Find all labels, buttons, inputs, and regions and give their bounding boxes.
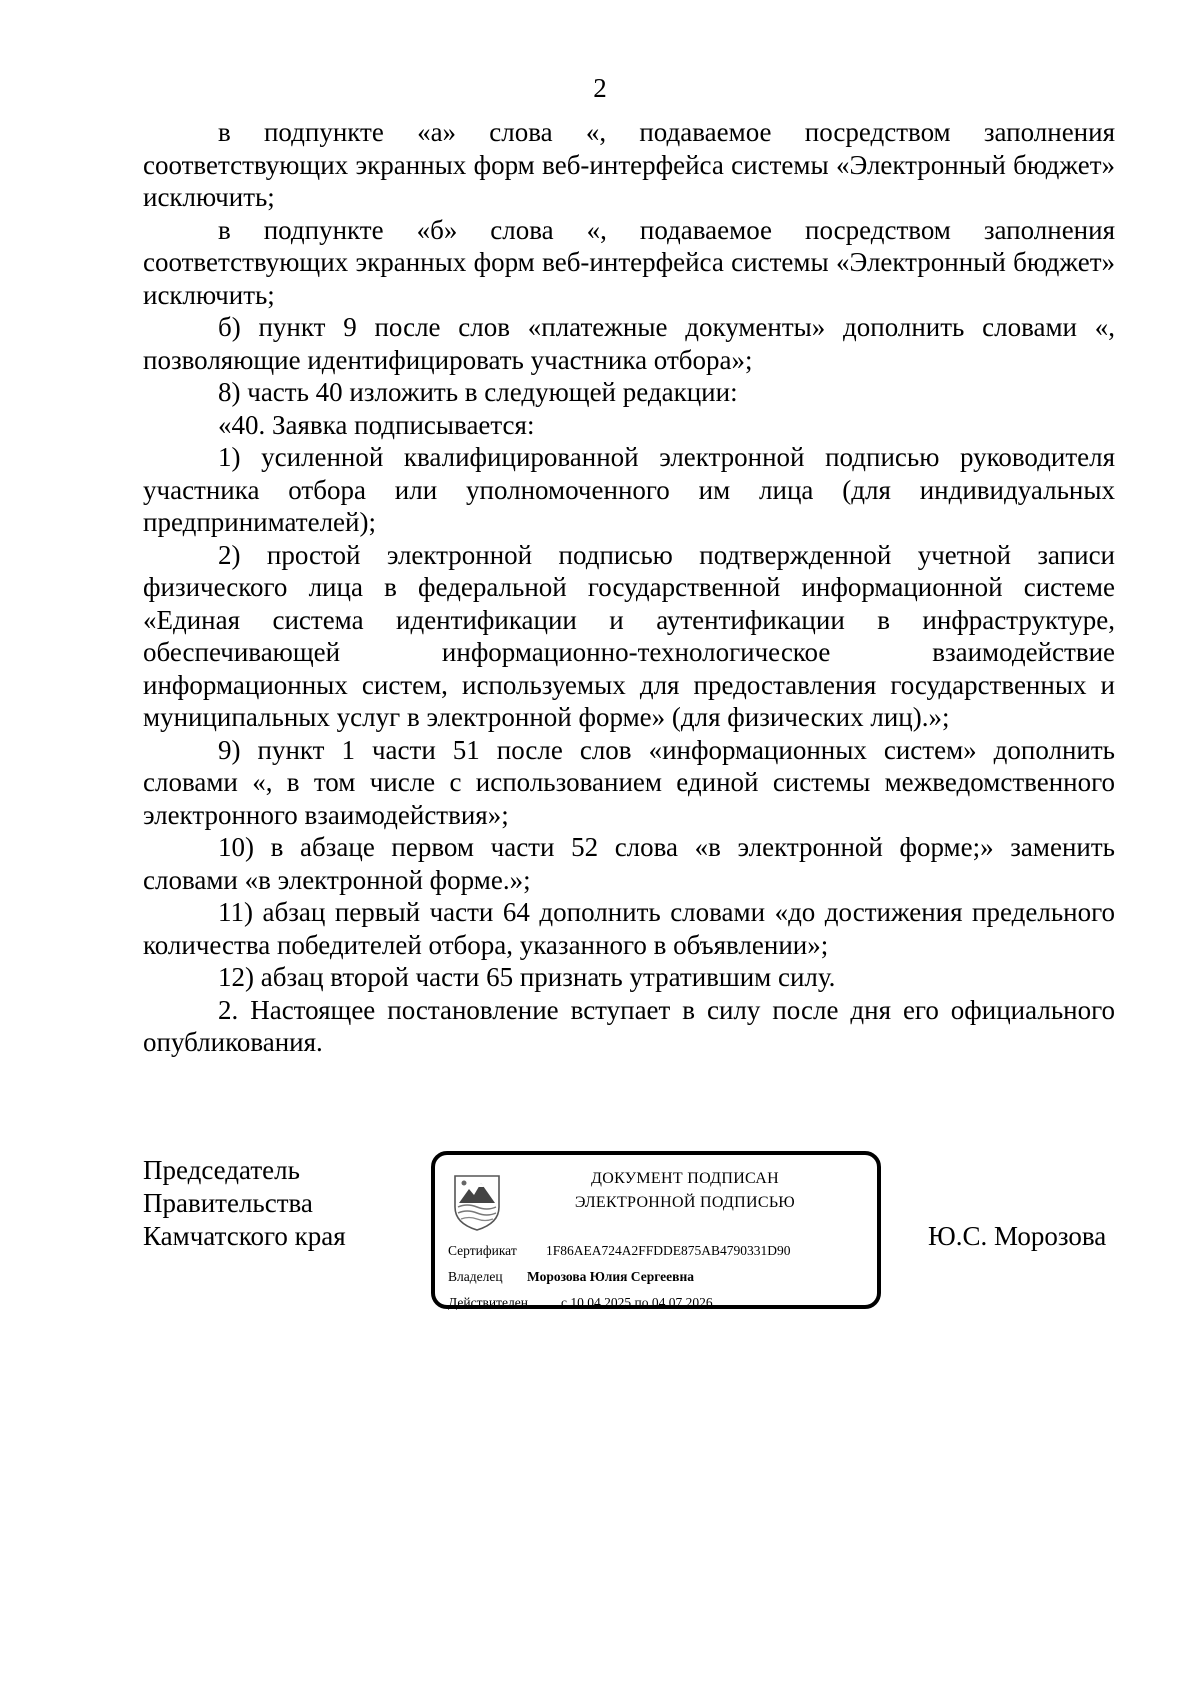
certificate-label: Сертификат — [448, 1243, 517, 1258]
stamp-validity-row — [448, 1295, 713, 1311]
paragraph: 2) простой электронной подписью подтвержденной учетной записи физического лица в федеральной государственной информационной системе «Единая система идентификации и аутентификации в инфраструктуре, обеспечивающей информационно-технологическое взаимодействие информационных систем, используемых для предоставления государственных и муниципальных услуг в электронной форме» (для физических лиц).»; — [143, 539, 1115, 732]
certificate-value: 1F86AEA724A2FFDDE875AB4790331D90 — [546, 1243, 791, 1258]
signer-title — [143, 1154, 346, 1253]
paragraph: 11) абзац первый части 64 дополнить словами «до достижения предельного количества победителей отбора, указанного в объявлении»; — [143, 897, 1115, 960]
owner-value: Морозова Юлия Сергеевна — [527, 1269, 694, 1284]
signer-title-line: Председатель — [143, 1155, 300, 1185]
paragraph: 8) часть 40 изложить в следующей редакции: — [218, 377, 738, 407]
paragraph: в подпункте «б» слова «, подаваемое посредством заполнения соответствующих экранных форм веб-интерфейса системы «Электронный бюджет» исключить; — [143, 214, 1115, 310]
paragraph: 10) в абзаце первом части 52 слова «в электронной форме;» заменить словами «в электронной форме.»; — [143, 832, 1115, 895]
validity-value: с 10.04.2025 по 04.07.2026 — [561, 1295, 713, 1310]
document-body — [143, 116, 1115, 1059]
paragraph: 12) абзац второй части 65 признать утратившим силу. — [218, 962, 836, 992]
page-number: 2 — [593, 73, 607, 103]
kamchatka-coat-of-arms-icon — [451, 1173, 503, 1231]
stamp-certificate-row — [448, 1243, 791, 1259]
signer-name: Ю.С. Морозова — [928, 1221, 1107, 1251]
paragraph: «40. Заявка подписывается: — [218, 409, 535, 440]
stamp-heading-line: ЭЛЕКТРОННОЙ ПОДПИСЬЮ — [574, 1194, 796, 1211]
paragraph: б) пункт 9 после слов «платежные документы» дополнить словами «, позволяющие идентифицировать участника отбора»; — [143, 312, 1115, 375]
signer-title-line: Камчатского края — [143, 1221, 346, 1251]
paragraph: 9) пункт 1 части 51 после слов «информационных систем» дополнить словами «, в том числе с использованием единой системы межведомственного электронного взаимодействия»; — [143, 734, 1115, 830]
paragraph: 2. Настоящее постановление вступает в силу после дня его официального опубликования. — [143, 994, 1115, 1057]
stamp-heading-line: ДОКУМЕНТ ПОДПИСАН — [591, 1170, 779, 1187]
stamp-heading — [515, 1167, 855, 1215]
stamp-owner-row — [448, 1269, 694, 1285]
signer-title-line: Правительства — [143, 1188, 313, 1218]
owner-label: Владелец — [448, 1269, 503, 1284]
validity-label: Действителен — [448, 1295, 528, 1310]
paragraph: 1) усиленной квалифицированной электронной подписью руководителя участника отбора или уполномоченного им лица (для индивидуальных предпринимателей); — [143, 442, 1115, 537]
electronic-signature-stamp — [431, 1151, 881, 1309]
paragraph: в подпункте «а» слова «, подаваемое посредством заполнения соответствующих экранных форм веб-интерфейса системы «Электронный бюджет» исключить; — [143, 117, 1115, 212]
